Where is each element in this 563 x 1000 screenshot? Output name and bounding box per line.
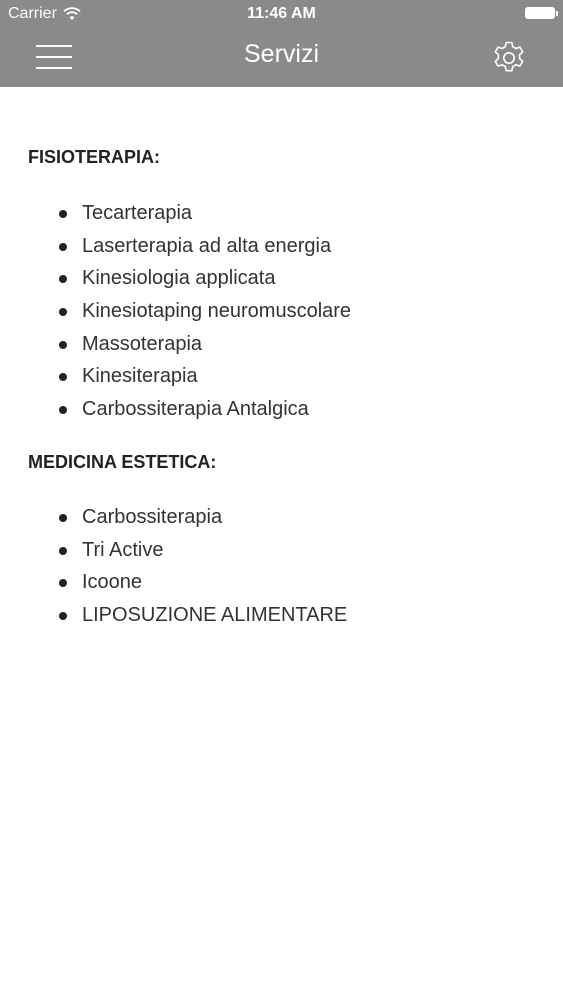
status-bar (0, 0, 563, 28)
list-item: Carbossiterapia (0, 501, 347, 534)
status-time: 11:46 AM (247, 5, 316, 22)
list-item: Kinesiotaping neuromuscolare (0, 295, 351, 328)
page-title: Servizi (243, 40, 319, 68)
settings-button[interactable] (491, 40, 527, 76)
list-item: Massoterapia (0, 328, 351, 361)
list-item: Tecarterapia (0, 197, 351, 230)
list-item: Icoone (0, 566, 347, 599)
carrier-label: Carrier (8, 5, 57, 22)
list-item: Kinesiterapia (0, 360, 351, 393)
fisioterapia-list (0, 197, 351, 426)
gear-icon (491, 40, 527, 76)
app-header (0, 0, 563, 87)
navigation-bar (0, 28, 563, 87)
list-item: Laserterapia ad alta energia (0, 230, 351, 263)
battery-icon (525, 7, 555, 19)
section-title-medicina-estetica: MEDICINA ESTETICA: (28, 452, 217, 472)
medicina-estetica-list (0, 501, 347, 632)
list-item: Carbossiterapia Antalgica (0, 393, 351, 426)
list-item: LIPOSUZIONE ALIMENTARE (0, 599, 347, 632)
section-title-fisioterapia: FISIOTERAPIA: (28, 147, 161, 167)
list-item: Kinesiologia applicata (0, 262, 351, 295)
list-item: Tri Active (0, 534, 347, 567)
